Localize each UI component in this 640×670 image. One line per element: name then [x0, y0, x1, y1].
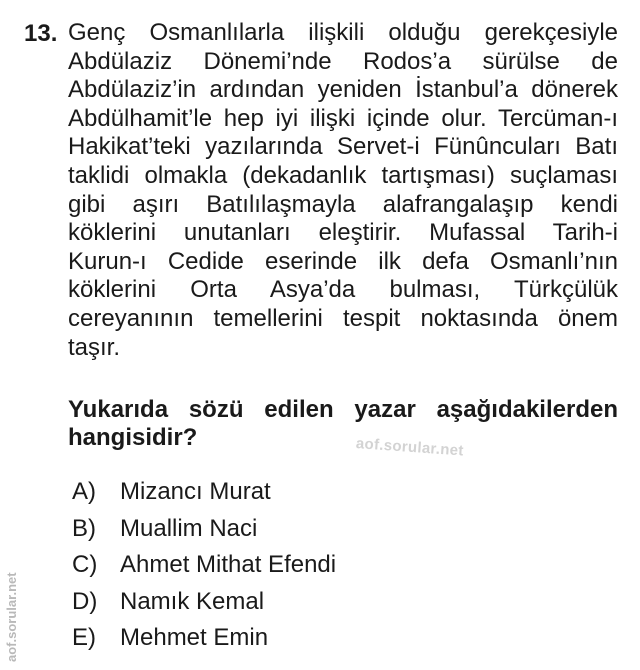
option-c[interactable] — [72, 547, 336, 584]
option-d[interactable] — [72, 584, 336, 621]
prompt-line: hangisidir? — [68, 424, 198, 451]
stem-line: taşır. — [68, 333, 121, 361]
question-number: 13. — [24, 20, 58, 47]
watermark-side: aof.sorular.net — [4, 572, 19, 662]
prompt-line: Yukarıda sözü edilen yazar aşağıdakilerden — [68, 396, 618, 423]
stem-line: Abdülaziz Dönemi’nde Rodos’a sürülse de — [68, 47, 618, 75]
stem-line: Kurun-ı Cedide eserinde ilk defa Osmanlı’nın — [68, 247, 618, 275]
stem-line: Genç Osmanlılarla ilişkili olduğu gerekçesiyle — [68, 19, 618, 46]
watermark-center: aof.sorular.net — [355, 435, 465, 460]
option-text: Namık Kemal — [120, 587, 265, 615]
stem-line: köklerini Orta Asya’da bulması, Türkçülük — [68, 276, 618, 304]
stem-line: gibi aşırı Batılılaşmayla alafrangalaşıp kendi — [68, 190, 618, 218]
question-prompt — [68, 396, 618, 452]
option-e[interactable] — [72, 620, 336, 657]
stem-line: Hakikat’teki yazılarında Servet-i Fünûncuları Batı — [68, 133, 618, 161]
stem-line: cereyanının temellerini tespit noktasında önem — [68, 304, 618, 332]
option-text: Muallim Naci — [120, 514, 258, 542]
option-text: Mehmet Emin — [120, 624, 269, 652]
option-letter: B) — [72, 514, 96, 542]
stem-line: Abdülhamit’le hep iyi ilişki içinde olur. Tercüman-ı — [68, 104, 618, 132]
option-text: Ahmet Mithat Efendi — [120, 551, 337, 579]
option-a[interactable] — [72, 474, 336, 511]
option-letter: D) — [72, 587, 98, 615]
question-stem — [68, 19, 618, 362]
answer-options — [72, 474, 336, 657]
stem-line: Abdülaziz’in ardından yeniden İstanbul’a dönerek — [68, 76, 618, 104]
option-letter: C) — [72, 551, 98, 579]
option-letter: E) — [72, 624, 96, 652]
stem-line: köklerini unutanları eleştirir. Mufassal Tarih-i — [68, 219, 618, 247]
option-letter: A) — [72, 478, 96, 506]
option-text: Mizancı Murat — [120, 478, 271, 506]
stem-line: taklidi olmakla (dekadanlık tartışması) suçlaması — [68, 161, 618, 189]
option-b[interactable] — [72, 511, 336, 548]
